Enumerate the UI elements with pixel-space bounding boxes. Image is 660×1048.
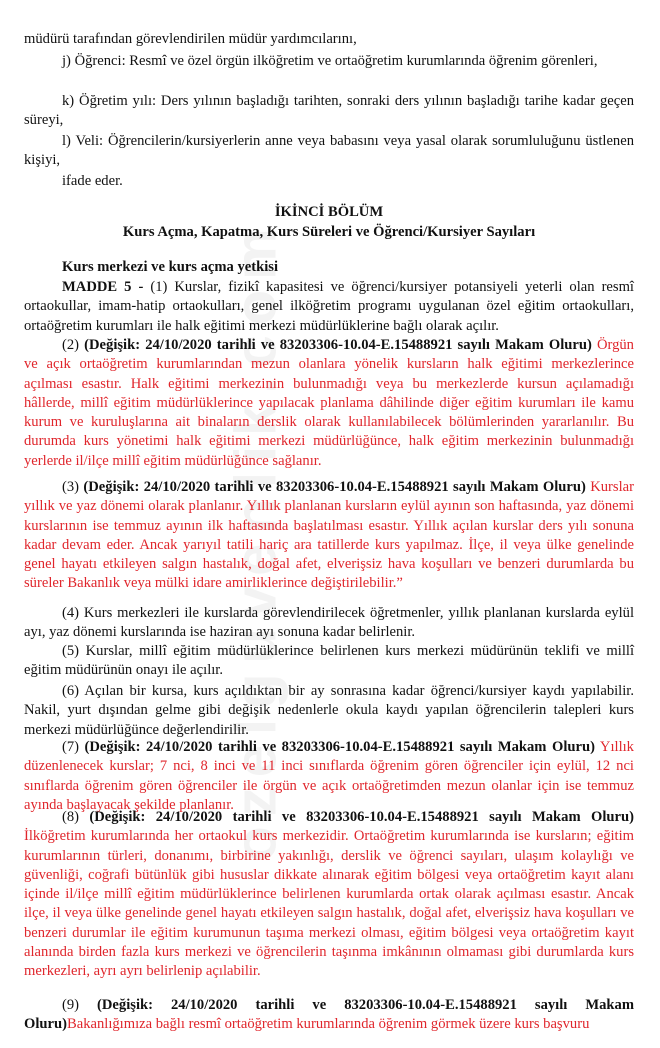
paragraph-3-number: (3) bbox=[62, 479, 84, 495]
paragraph-3-amended-text: Kurslar yıllık ve yaz dönemi olarak planlanır. Yıllık planlanan kursların eylül ayının son haftasında, yaz dönemi kurslarının ise temmuz ayının ilk haftasında başlatılması esastır. Yıllık açılan kurslar ders yılı sonuna kadar devam eder. Ancak yarıyıl tatili hariç ara tatillerde kurs yapılmaz. İlçe, il veya ülke genelinde genel hayatı etkileyen salgın hastalık, doğal afet, elverişsiz hava koşulları ve benzeri durumlarda bu süreler Bakanlık veya mülki idare amirliklerince değiştirilebilir.” bbox=[24, 479, 634, 592]
paragraph-ifade: ifade eder. bbox=[62, 173, 123, 189]
paragraph-3-amendment-note: (Değişik: 24/10/2020 tarihli ve 83203306-10.04-E.15488921 sayılı Makam Oluru) bbox=[83, 479, 586, 495]
paragraph-2-number: (2) bbox=[62, 337, 85, 353]
article-5-paragraph-4: (4) Kurs merkezleri ile kurslarda görevlendirilecek öğretmenler, yıllık planlanan kurslarda eylül ayı, yaz dönemi kurslarında ise haziran ayı sonuna kadar belirlenir. bbox=[24, 605, 634, 641]
paragraph-9-amendment-note: (Değişik: 24/10/2020 tarihli ve 83203306-10.04-E.15488921 sayılı Makam Oluru) bbox=[24, 997, 634, 1033]
section-subtitle: Kurs Açma, Kapatma, Kurs Süreleri ve Öğrenci/Kursiyer Sayıları bbox=[122, 224, 536, 240]
paragraph-7-amended-text: Yıllık düzenlenecek kurslar; 7 nci, 8 inci ve 11 inci sınıflarda öğrenim gören öğrenciler için eylül, 12 nci sınıflarda öğrenim gören öğrenciler ile örgün ve açık ortaöğretimden mezun olanlar için ise temmuz ayında başlayacak şekilde planlanır. bbox=[24, 739, 634, 813]
paragraph-intro: müdürü tarafından görevlendirilen müdür yardımcılarını, bbox=[24, 31, 357, 47]
paragraph-2-amendment-note: (Değişik: 24/10/2020 tarihli ve 83203306-10.04-E.15488921 sayılı Makam Oluru) bbox=[84, 337, 592, 353]
paragraph-9-number: (9) bbox=[62, 997, 98, 1013]
article-5-paragraph-3 bbox=[24, 478, 634, 594]
paragraph-2-amended-text: Örgün ve açık ortaöğretim kurumlarından mezun olanlara yönelik kursların halk eğitimi merkezlerince açılması esastır. Halk eğitimi merkezinin bulunmadığı veya bu merkezlerde kursun açılamadığı hâllerde, millî eğitim müdürlüklerince yapılacak planlama dâhilinde diğer eğitim kurumları ile kamu kurum ve kuruluşlarına ait binaların derslik olarak kullanılabilecek bölümlerinden yararlanılır. Bu durumda kurs yönetimi halk eğitimi merkezi müdürlüğünce, halk eğitim merkezinin bulunmadığı yerlerde il/ilçe millî eğitim müdürlüğünce sağlanır. bbox=[24, 337, 634, 469]
paragraph-8-number: (8) bbox=[62, 809, 90, 825]
paragraph-9-amended-text: Bakanlığımıza bağlı resmî ortaöğretim kurumlarında öğrenim görmek üzere kurs başvuru bbox=[66, 1016, 590, 1033]
section-title: İKİNCİ BÖLÜM bbox=[274, 204, 384, 220]
article-5-paragraph-2 bbox=[24, 336, 634, 471]
paragraph-8-amendment-note: (Değişik: 24/10/2020 tarihli ve 83203306-10.04-E.15488921 sayılı Makam Oluru) bbox=[89, 809, 634, 825]
article-5-paragraph-8 bbox=[24, 808, 634, 982]
paragraph-8-amended-text: İlköğretim kurumlarında her ortaokul kurs merkezidir. Ortaöğretim kurumlarında ise kursların; eğitim kurumlarının türleri, donanımı, birbirine yakınlığı, derslik ve öğrenci sayıları, ulaşım kolaylığı ve güvenliği, coğrafi bütünlük gibi hususlar dikkate alınarak eğitim bölgesi veya ortaöğretim kayıt alanı içinde il/ilçe millî eğitim müdürlüklerince belirlenen kurumlarda ortak olarak açılması esastır. Ancak ilçe, il veya ülke genelinde genel hayatı etkileyen salgın hastalık, doğal afet, elverişsiz hava koşulları ve benzeri durumlar ile eğitim kurumunun taşıma merkezi olması, eğitim bölgesi veya ortaöğretim kayıt alanında birden fazla kurs merkezi ve öğrencilerin taşınma imkânının olmaması gibi durumlarda kurs merkezleri, ayrı ayrı belirlenip açılabilir. bbox=[24, 828, 634, 980]
article-5-paragraph-7 bbox=[24, 738, 634, 815]
article-5-paragraph-9 bbox=[24, 996, 634, 1035]
article-5-label: MADDE 5 - bbox=[62, 279, 144, 295]
article-5-paragraph-6: (6) Açılan bir kursa, kurs açıldıktan bir ay sonrasına kadar öğrenci/kursiyer kaydı yapılabilir. Nakil, yurt dışından gelme gibi değişik nedenlerle okula kaydı yapılan öğrencilerin talepleri kurs merkezi müdürlüğünce değerlendirilir. bbox=[24, 683, 634, 738]
article-heading: Kurs merkezi ve kurs açma yetkisi bbox=[62, 259, 279, 275]
paragraph-k: k) Öğretim yılı: Ders yılının başladığı tarihten, sonraki ders yılının başladığı tarihe kadar geçen süreyi, bbox=[24, 93, 634, 129]
paragraph-l: l) Veli: Öğrencilerin/kursiyerlerin anne veya babasını veya yasal olarak sorumluluğunu üstlenen kişiyi, bbox=[24, 133, 634, 169]
paragraph-1-text: (1) Kurslar, fizikî kapasitesi ve öğrenci/kursiyer potansiyeli yeterli olan resmî ortaokullar, imam-hatip ortaokulları, genel ilköğretim programı uygulanan özel eğitim ortaokulları, ortaöğretim kurumları ile halk eğitimi merkezi müdürlüklerine bağlı olarak açılır. bbox=[24, 279, 634, 334]
paragraph-7-number: (7) bbox=[62, 739, 85, 755]
article-5-paragraph-1 bbox=[24, 278, 634, 336]
article-5-paragraph-5: (5) Kurslar, millî eğitim müdürlüklerince belirlenen kurs merkezi müdürünün teklifi ve millî eğitim müdürünün onayı ile açılır. bbox=[24, 643, 634, 679]
paragraph-j: j) Öğrenci: Resmî ve özel örgün ilköğretim ve ortaöğretim kurumlarında öğrenim görenleri, bbox=[62, 53, 598, 69]
paragraph-7-amendment-note: (Değişik: 24/10/2020 tarihli ve 83203306-10.04-E.15488921 sayılı Makam Oluru) bbox=[84, 739, 595, 755]
watermark: ozelguvenlik.com bbox=[223, 218, 289, 862]
